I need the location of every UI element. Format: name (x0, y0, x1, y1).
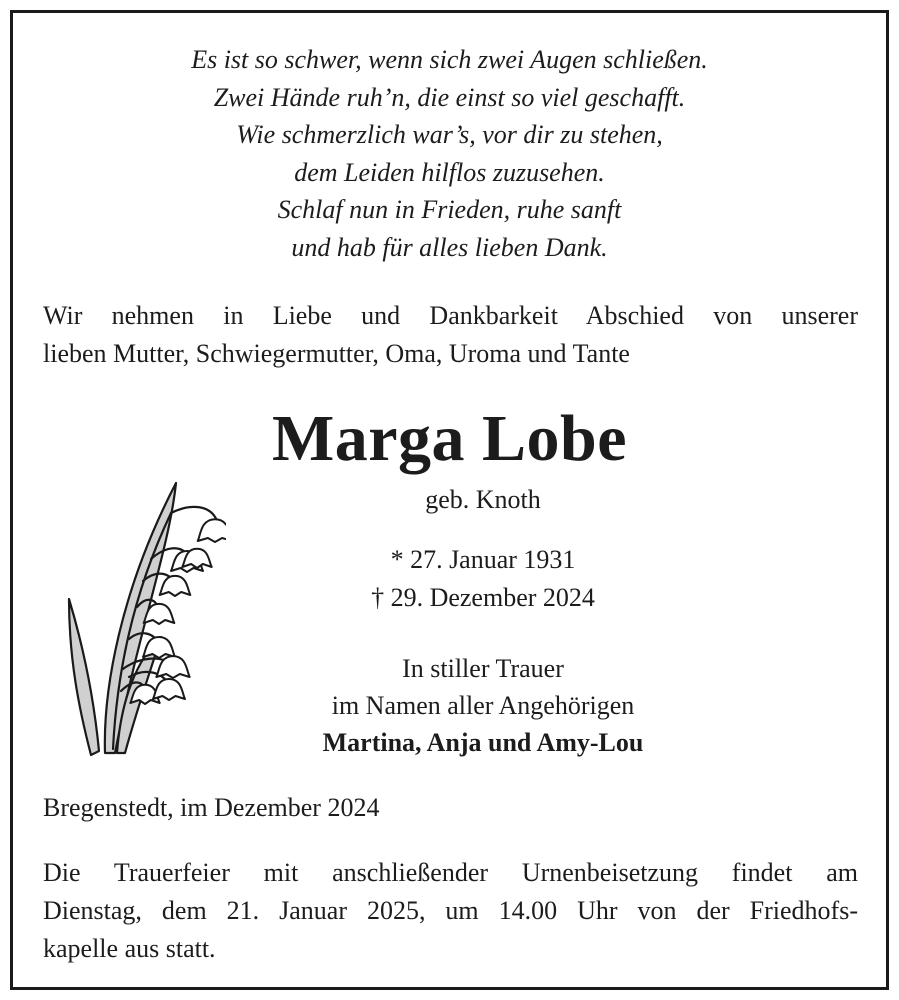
birth-date: * 27. Januar 1931 (390, 545, 576, 574)
mourner-names: Martina, Anja und Amy-Lou (322, 728, 644, 757)
flower-bell (160, 576, 191, 596)
poem-line: Zwei Hände ruh’n, die einst so viel geschafft. (213, 82, 686, 112)
obituary-notice (10, 10, 889, 990)
intro-line: lieben Mutter, Schwiegermutter, Oma, Uroma und Tante (43, 339, 630, 368)
mourning-line: In stiller Trauer (402, 654, 564, 683)
poem-line: Wie schmerzlich war’s, vor dir zu stehen, (236, 120, 663, 149)
funeral-announcement (43, 854, 858, 968)
ceremony-line: Die Trauerfeier mit anschließender Urnenbeisetzung findet am (43, 858, 858, 887)
poem-line: dem Leiden hilflos zuzusehen. (294, 157, 605, 187)
poem (13, 41, 886, 266)
poem-line: Es ist so schwer, wenn sich zwei Augen schließen. (191, 45, 708, 74)
flower-bell (153, 679, 185, 700)
ceremony-line: kapelle aus statt. (43, 934, 216, 963)
flower-bell (143, 637, 175, 658)
flower-bell (198, 519, 226, 542)
ceremony-line: Dienstag, dem 21. Januar 2025, um 14.00 Uhr von der Friedhofs- (43, 896, 858, 925)
poem-line: Schlaf nun in Frieden, ruhe sanft (277, 195, 622, 224)
maiden-name: geb. Knoth (425, 485, 541, 514)
death-date: † 29. Dezember 2024 (371, 583, 595, 612)
mourners-block (218, 650, 748, 761)
deceased-name: Marga Lobe (271, 402, 628, 475)
poem-line: und hab für alles lieben Dank. (291, 232, 608, 262)
intro-line: Wir nehmen in Liebe und Dankbarkeit Abschied von unserer (43, 301, 858, 330)
place-and-date: Bregenstedt, im Dezember 2024 (43, 793, 380, 822)
farewell-intro (43, 297, 858, 373)
life-dates (218, 541, 748, 617)
lily-of-the-valley-icon (51, 469, 226, 769)
mourning-line: im Namen aller Angehörigen (331, 691, 635, 720)
